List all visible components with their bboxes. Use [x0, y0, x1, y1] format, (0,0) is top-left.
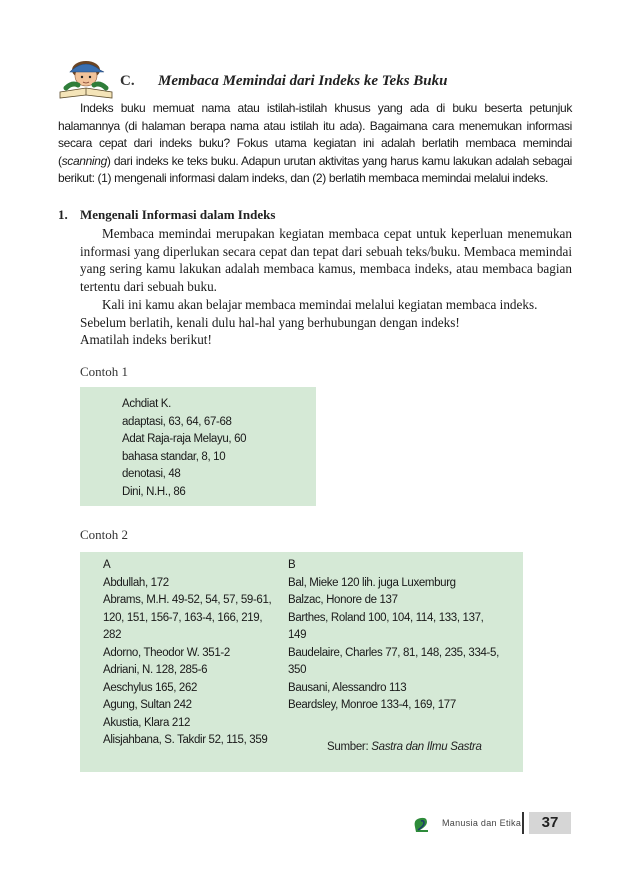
example-1-index-list [122, 396, 246, 501]
index-entry: Agung, Sultan 242 [103, 699, 192, 711]
index-entry: Barthes, Roland 100, 104, 114, 133, 137, [288, 611, 484, 624]
body-p2-line-2: Sebelum berlatih, kenali dulu hal-hal yang berhubungan dengan indeks! [80, 314, 460, 330]
footer-divider [522, 812, 524, 834]
source-citation [327, 741, 482, 753]
index-entry: 149 [288, 629, 307, 641]
index-entry: Adat Raja-raja Melayu, 60 [122, 433, 247, 445]
index-entry: Dini, N.H., 86 [122, 485, 186, 498]
index-entry: bahasa standar, 8, 10 [122, 450, 226, 463]
example-2-column-a [103, 557, 271, 750]
body-paragraph-2 [80, 296, 572, 349]
index-entry: Balzac, Honore de 137 [288, 594, 398, 606]
example-2-column-b [288, 557, 499, 715]
index-entry: Bal, Mieke 120 lih. juga Luxemburg [288, 576, 456, 589]
example-1-label: Contoh 1 [80, 364, 129, 379]
index-entry: Aeschylus 165, 262 [103, 681, 198, 694]
page-number: 37 [541, 814, 559, 831]
index-entry: Adorno, Theodor W. 351-2 [103, 646, 230, 659]
section-letter: C. [120, 73, 135, 89]
index-entry: 350 [288, 664, 307, 676]
index-entry: Bausani, Alessandro 113 [288, 681, 407, 694]
index-entry: adaptasi, 63, 64, 67-68 [122, 415, 232, 428]
index-entry: 282 [103, 629, 122, 641]
chapter-logo-icon [412, 815, 434, 833]
index-entry: Abrams, M.H. 49-52, 54, 57, 59-61, [103, 594, 272, 606]
index-entry: A [103, 559, 111, 571]
index-entry: denotasi, 48 [122, 468, 181, 480]
source-title: Sastra dan Ilmu Sastra [371, 741, 482, 753]
footer-book-title: Manusia dan Etika [442, 818, 522, 828]
index-entry: Alisjahbana, S. Takdir 52, 115, 359 [103, 734, 268, 746]
source-label: Sumber: [327, 741, 372, 753]
index-entry: Beardsley, Monroe 133-4, 169, 177 [288, 699, 456, 711]
subsection-number: 1. [58, 207, 68, 222]
intro-paragraph [58, 100, 572, 188]
intro-text-after: ) dari indeks ke teks buku. Adapun urutan aktivitas yang harus kamu lakukan adalah sebagai berikut: (1) mengenali informasi dalam indeks, dan (2) berlatih membaca memindai melalui indeks. [58, 153, 572, 185]
index-entry: 120, 151, 156-7, 163-4, 166, 219, [103, 611, 263, 624]
body-p2-line-3: Amatilah indeks berikut! [80, 332, 212, 348]
section-title: Membaca Memindai dari Indeks ke Teks Buku [158, 73, 448, 89]
index-entry: Abdullah, 172 [103, 576, 169, 589]
body-p2-line-1: Kali ini kamu akan belajar membaca memindai melalui kegiatan membaca indeks. [102, 297, 538, 312]
index-entry: Akustia, Klara 212 [103, 716, 191, 729]
index-entry: Baudelaire, Charles 77, 81, 148, 235, 334-5, [288, 646, 499, 659]
child-reading-book-illustration [52, 58, 122, 102]
index-entry: Adriani, N. 128, 285-6 [103, 664, 208, 676]
index-entry: B [288, 559, 296, 571]
intro-text-italic: scanning [61, 153, 107, 168]
example-2-label: Contoh 2 [80, 527, 129, 542]
subsection-title: Mengenali Informasi dalam Indeks [80, 207, 276, 222]
body-paragraph-1: Membaca memindai merupakan kegiatan membaca cepat untuk keperluan menemukan informasi yang diperlukan secara cepat dan tepat dari sebuah teks/buku. Membaca memindai yang sering kamu lakukan adalah membaca kamus, membaca indeks, atau membaca bagian tertentu dari sebuah buku. [80, 226, 572, 295]
index-entry: Achdiat K. [122, 398, 171, 410]
intro-text-before: Indeks buku memuat nama atau istilah-istilah khusus yang ada di buku beserta petunjuk halamannya (di halaman berapa nama atau istilah itu ada). Bagaimana cara menemukan informasi secara cepat dari indeks buku? Fokus utama kegiatan ini adalah berlatih membaca memindai ( [58, 101, 572, 168]
